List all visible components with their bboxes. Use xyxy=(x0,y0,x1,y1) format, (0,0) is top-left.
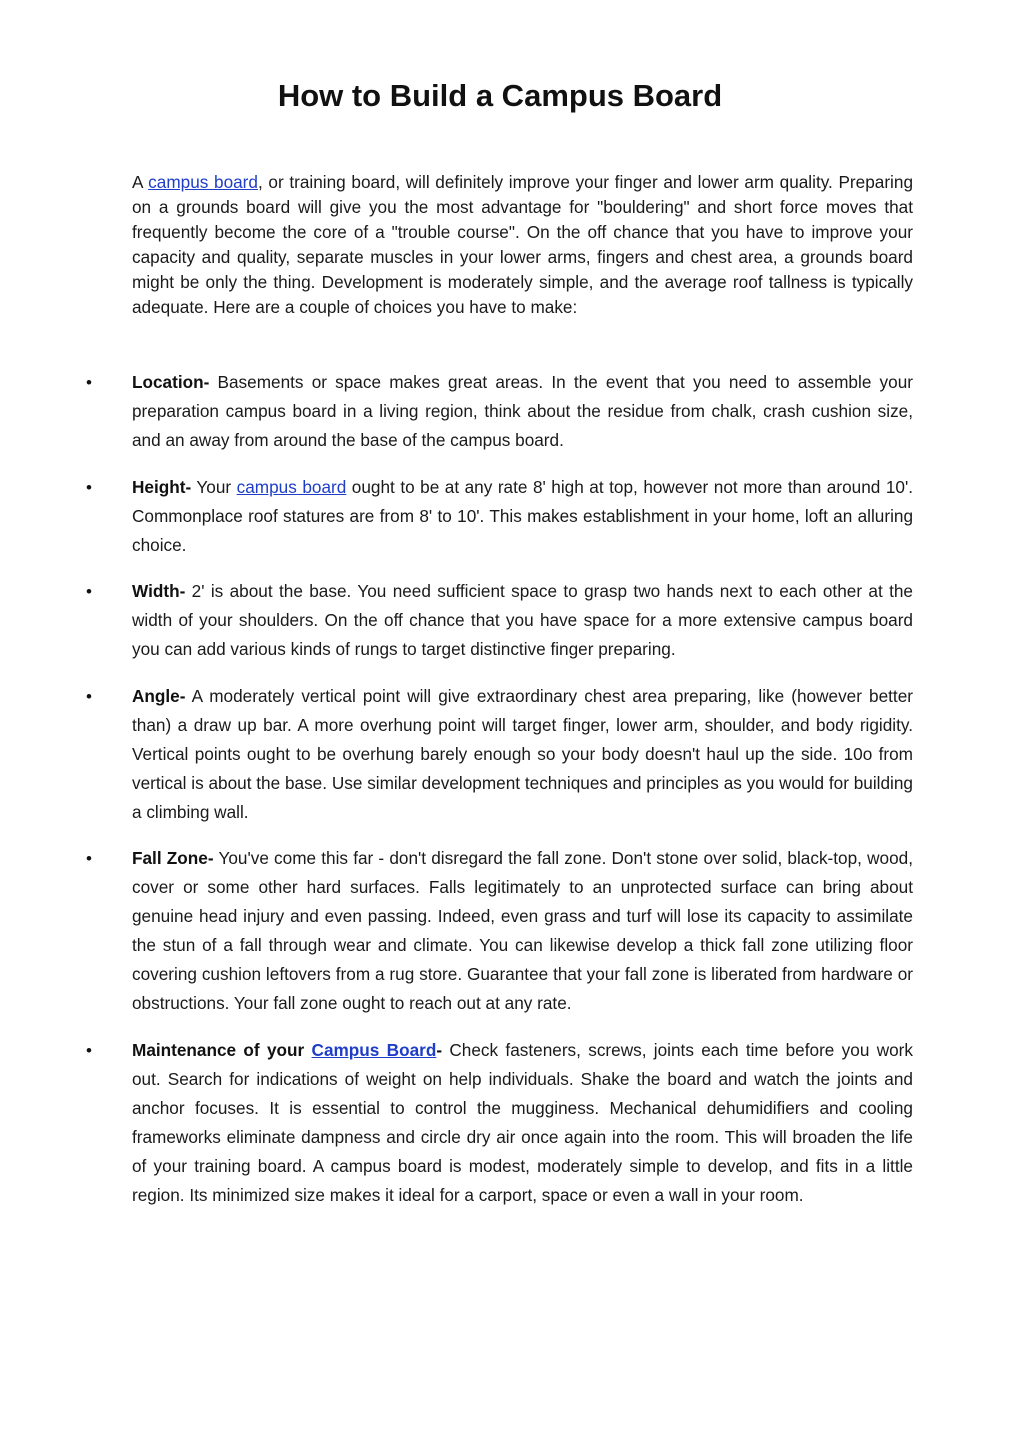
list-item-text xyxy=(132,844,913,1018)
list-item-text xyxy=(132,473,913,560)
list-item-width xyxy=(0,577,1023,664)
list-item-text xyxy=(132,682,913,827)
list-item-text xyxy=(132,1036,913,1210)
list-item-angle xyxy=(0,682,1023,827)
intro-prefix: A xyxy=(132,172,149,192)
list-item-term: Maintenance of your xyxy=(132,1039,312,1060)
list-item-maintenance xyxy=(0,1036,1023,1210)
bullet-icon: • xyxy=(86,477,92,497)
campus-board-link[interactable]: Campus Board xyxy=(311,1039,437,1060)
list-item-fall-zone xyxy=(0,844,1023,1018)
list-item-term: Location- xyxy=(132,372,210,392)
list-item-location xyxy=(0,368,1023,455)
bullet-icon: • xyxy=(86,582,92,601)
list-item-body: A moderately vertical point will give extraordinary chest area preparing, like (however better than) a draw up bar. A more overhung point will target finger, lower arm, shoulder, and body rigidity. Vertical points ought to be overhung barely enough so your body doesn't haul up the side. 10o from vertical is about the base. Use similar development techniques and principles as you would for building a climbing wall. xyxy=(132,685,913,822)
list-item-text xyxy=(132,368,913,455)
campus-board-link[interactable]: campus board xyxy=(148,172,258,192)
list-item-term-suffix: - xyxy=(436,1039,443,1060)
choices-list xyxy=(0,368,1023,1227)
list-item-pre: Your xyxy=(191,476,237,497)
list-item-term: Width- xyxy=(132,581,186,601)
bullet-icon: • xyxy=(86,373,92,392)
list-item-term: Fall Zone- xyxy=(132,848,214,868)
list-item-term: Angle- xyxy=(132,685,186,706)
bullet-icon: • xyxy=(86,849,92,868)
intro-text: , or training board, will definitely improve your finger and lower arm quality. Preparing on a grounds board will give you the most advantage for "bouldering" and short force moves that frequently become the core of a "trouble course". On the off chance that you have to improve your capacity and quality, separate muscles in your lower arms, fingers and chest area, a grounds board might be only the thing. Development is moderately simple, and the average roof tallness is typically adequate. Here are a couple of choices you have to make: xyxy=(132,172,913,317)
bullet-icon: • xyxy=(86,686,92,706)
page-title: How to Build a Campus Board xyxy=(277,78,723,113)
campus-board-link[interactable]: campus board xyxy=(236,476,347,497)
list-item-body: ought to be at any rate 8' high at top, however not more than around 10'. Commonplace roof statures are from 8' to 10'. This makes establishment in your home, loft an alluring choice. xyxy=(132,476,914,555)
list-item-text xyxy=(132,577,913,664)
list-item-body: 2' is about the base. You need sufficient space to grasp two hands next to each other at the width of your shoulders. On the off chance that you have space for a more extensive campus board you can add various kinds of rungs to target distinctive finger preparing. xyxy=(132,581,913,659)
list-item-body: Basements or space makes great areas. In the event that you need to assemble your preparation campus board in a living region, think about the residue from chalk, crash cushion size, and an away from around the base of the campus board. xyxy=(132,372,913,450)
intro-paragraph xyxy=(132,170,913,320)
list-item-body: Check fasteners, screws, joints each time before you work out. Search for indications of weight on help individuals. Shake the board and watch the joints and anchor focuses. It is essential to control the mugginess. Mechanical dehumidifiers and cooling frameworks eliminate dampness and circle dry air once again into the room. This will broaden the life of your training board. A campus board is modest, moderately simple to develop, and fits in a little region. Its minimized size makes it ideal for a carport, space or even a wall in your room. xyxy=(132,1039,913,1205)
bullet-icon: • xyxy=(86,1040,92,1060)
list-item-term: Height- xyxy=(132,476,192,497)
list-item-body: You've come this far - don't disregard the fall zone. Don't stone over solid, black-top, wood, cover or some other hard surfaces. Falls legitimately to an unprotected surface can bring about genuine head injury and even passing. Indeed, even grass and turf will lose its capacity to assimilate the stun of a fall through wear and climate. You can likewise develop a thick fall zone utilizing floor covering cushion leftovers from a rug store. Guarantee that your fall zone is liberated from hardware or obstructions. Your fall zone ought to reach out at any rate. xyxy=(132,848,913,1013)
list-item-height xyxy=(0,473,1023,560)
